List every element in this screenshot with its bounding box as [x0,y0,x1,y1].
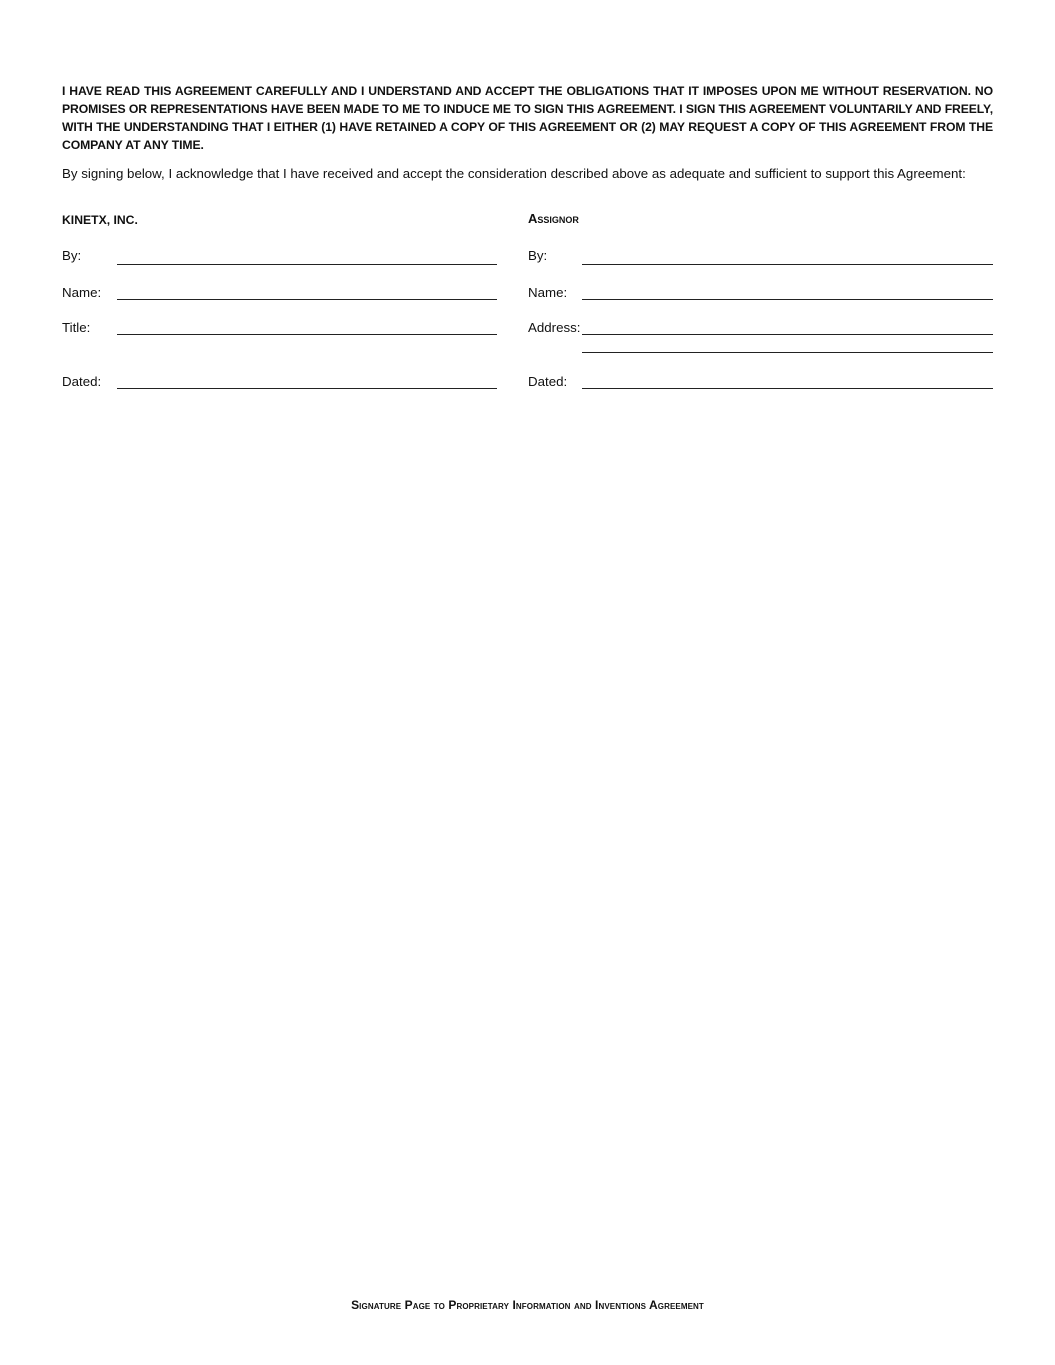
assignor-heading: Assignor [528,211,579,226]
assignor-dated-label: Dated: [528,374,568,389]
company-dated-line[interactable] [117,388,497,389]
company-by-signature-line[interactable] [117,264,497,265]
consideration-paragraph: By signing below, I acknowledge that I have received and accept the consideration described above as adequate and sufficient to support this Agreement: [62,166,966,181]
company-heading: KINETX, INC. [62,213,138,227]
company-title-label: Title: [62,320,91,335]
assignor-name-label: Name: [528,285,568,300]
page-footer: Signature Page to Proprietary Information and Inventions Agreement [351,1298,704,1312]
acknowledgment-paragraph: I HAVE READ THIS AGREEMENT CAREFULLY AND I UNDERSTAND AND ACCEPT THE OBLIGATIONS THAT IT IMPOSES UPON ME WITHOUT RESERVATION. NO PROMISES OR REPRESENTATIONS HAVE BEEN MADE TO ME TO INDUCE ME TO SIGN THIS AGREEMENT. I SIGN THIS AGREEMENT VOLUNTARILY AND FREELY, WITH THE UNDERSTANDING THAT I EITHER (1) HAVE RETAINED A COPY OF THIS AGREEMENT OR (2) MAY REQUEST A COPY OF THIS AGREEMENT FROM THE COMPANY AT ANY TIME. [62,84,993,152]
assignor-name-line[interactable] [582,299,993,300]
company-name-label: Name: [62,285,102,300]
company-dated-label: Dated: [62,374,102,389]
assignor-address-line-1[interactable] [582,334,993,335]
company-by-label: By: [62,248,82,263]
assignor-address-label: Address: [528,320,581,335]
company-name-line[interactable] [117,299,497,300]
company-title-line[interactable] [117,334,497,335]
assignor-by-label: By: [528,248,548,263]
assignor-address-line-2[interactable] [582,352,993,353]
assignor-dated-line[interactable] [582,388,993,389]
assignor-by-signature-line[interactable] [582,264,993,265]
